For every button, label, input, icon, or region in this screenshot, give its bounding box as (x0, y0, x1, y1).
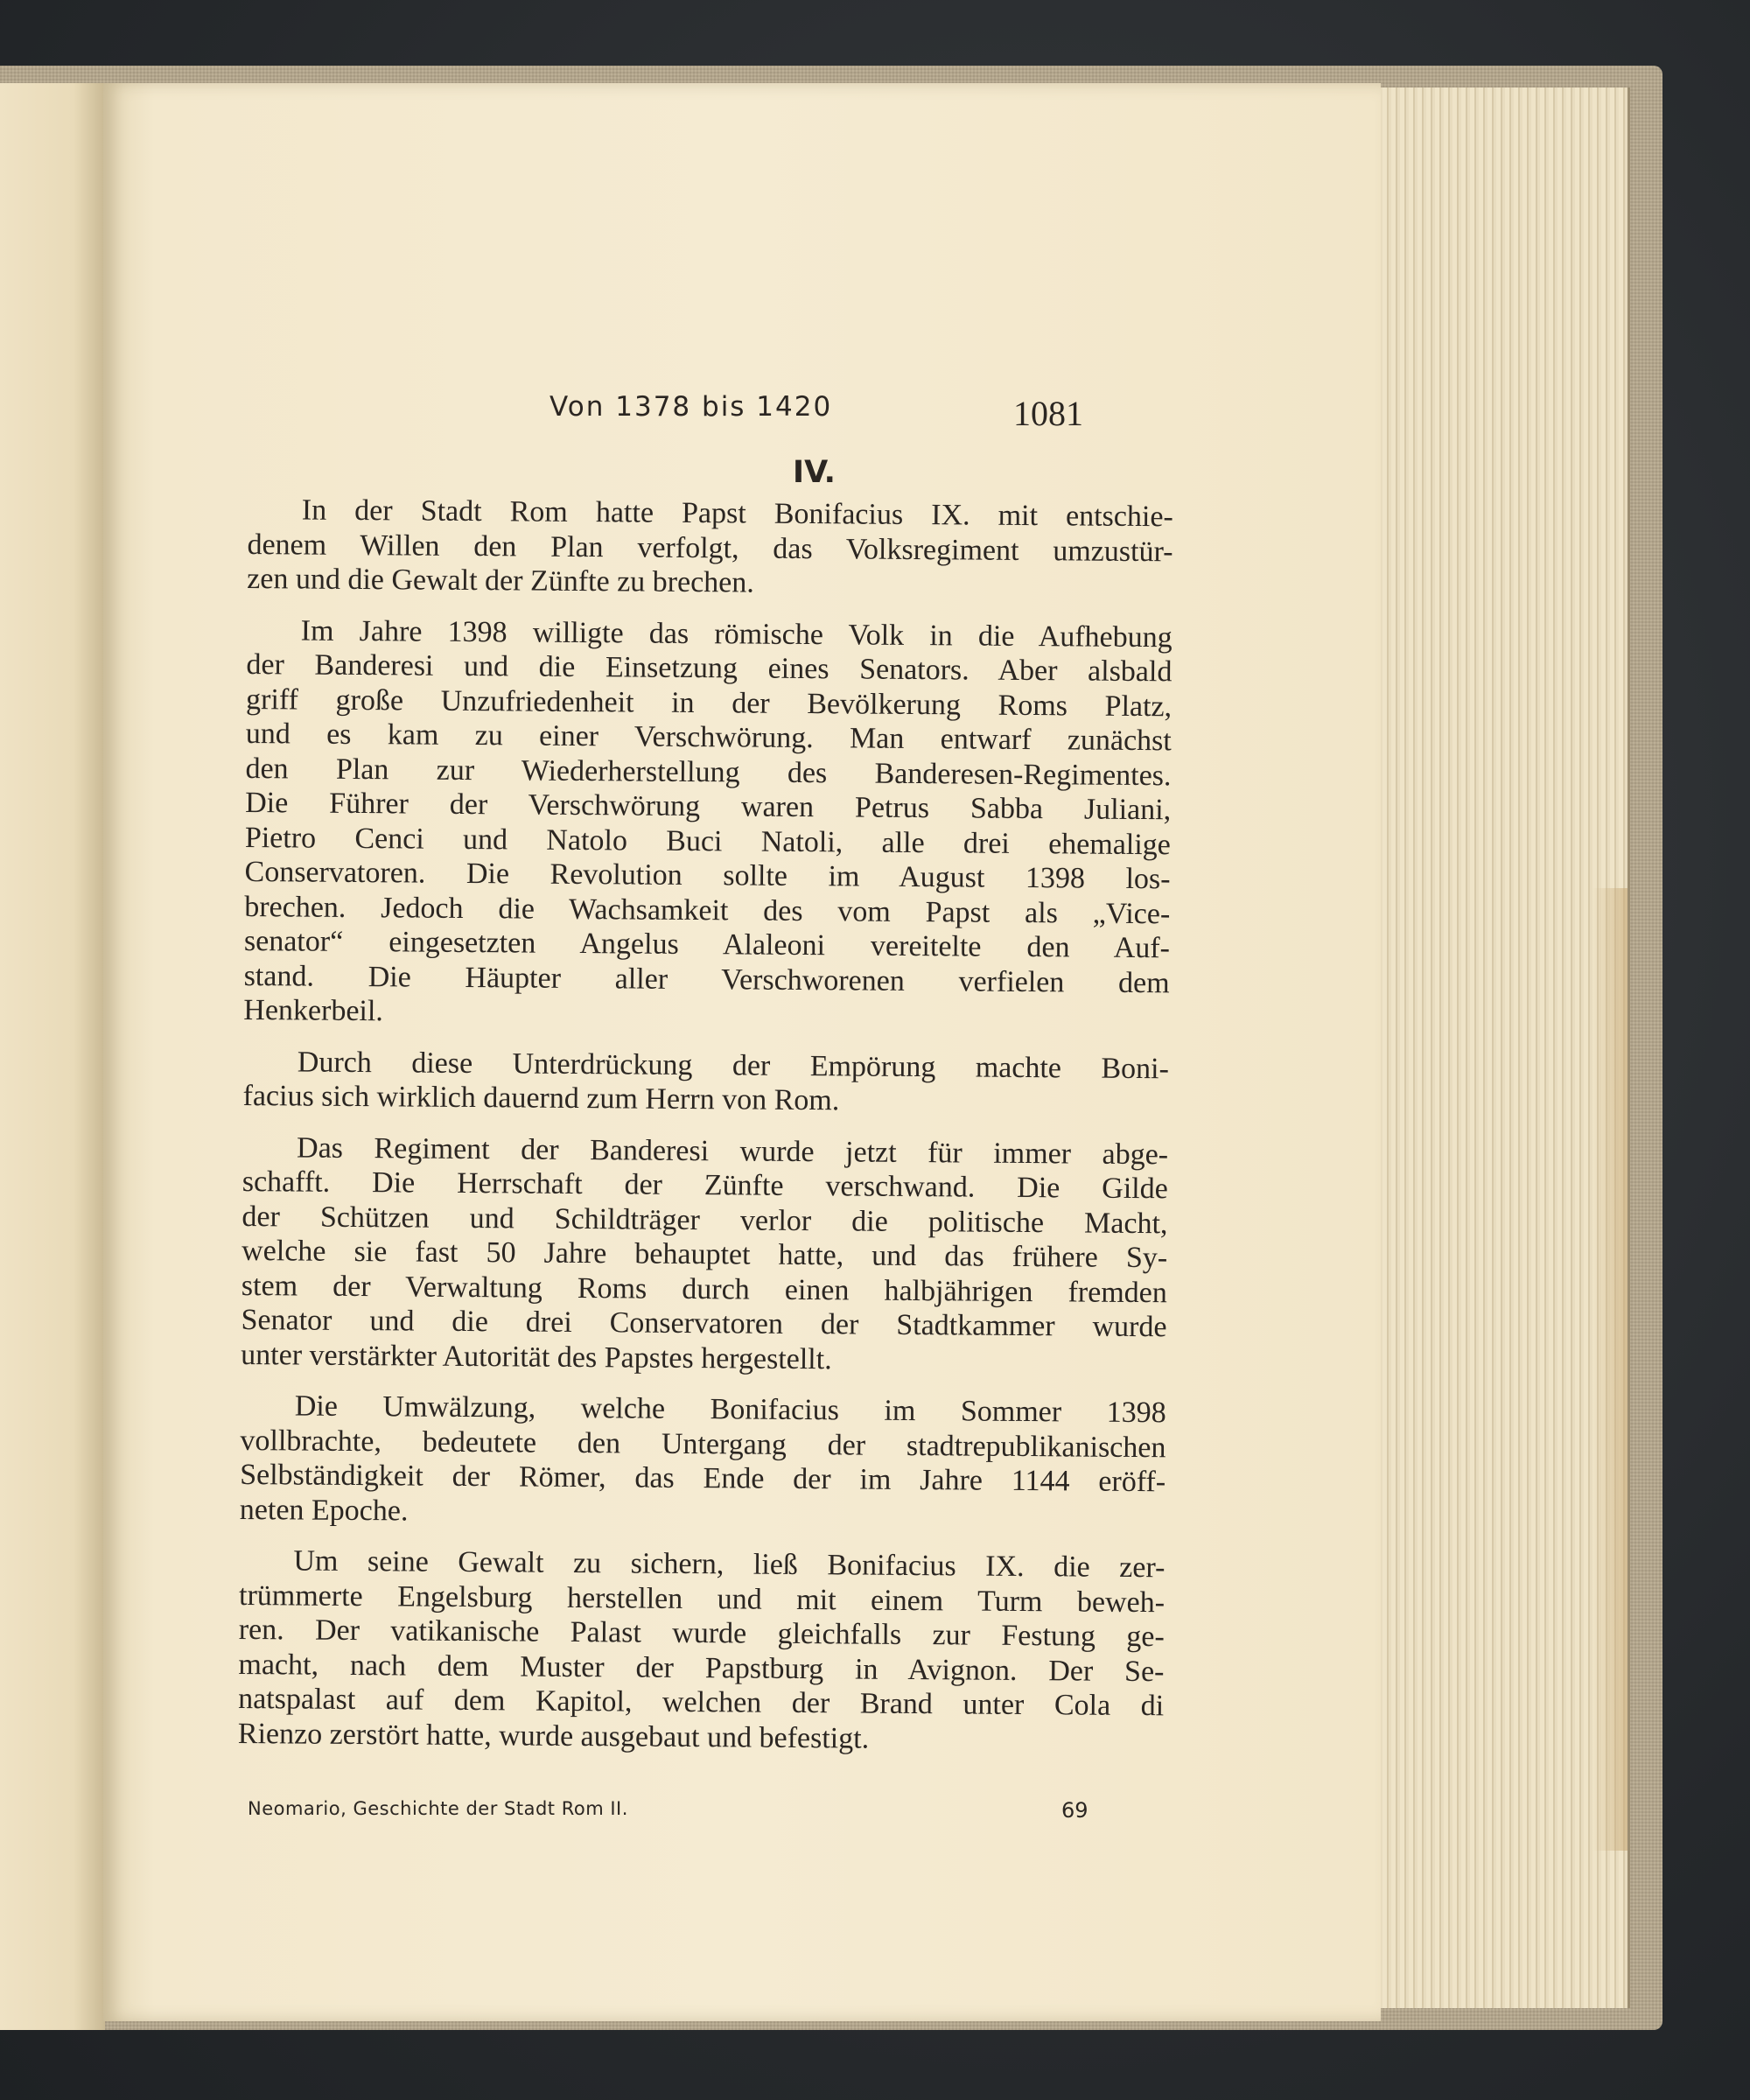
text-line: stem der Verwaltung Roms durch einen halbjährigen fremden (241, 1269, 1167, 1309)
paragraph (240, 1389, 1166, 1534)
page-block-edges (1365, 88, 1630, 2008)
text-line: vollbrachte, bedeutete den Untergang der stadtrepublikanischen (240, 1424, 1166, 1464)
text-line: Die Umwälzung, welche Bonifacius im Sommer 1398 (294, 1390, 1166, 1430)
text-line: Das Regiment der Banderesi wurde jetzt für immer abge- (296, 1130, 1169, 1171)
text-line: Senator und die drei Conservatoren der Stadtkammer wurde (241, 1303, 1167, 1344)
paragraph (241, 1130, 1168, 1379)
book-page (103, 83, 1381, 2021)
text-line: schafft. Die Herrschaft der Zünfte verschwand. Die Gilde (242, 1165, 1168, 1206)
running-title: Von 1378 bis 1420 (550, 391, 833, 423)
text-line: zen und die Gewalt der Zünfte zu brechen. (247, 562, 754, 599)
previous-page-edge (0, 83, 105, 2030)
text-line: Um seine Gewalt zu sichern, ließ Bonifacius IX. die zer- (293, 1544, 1166, 1585)
section-heading: IV. (793, 455, 836, 490)
text-line: senator“ eingesetzten Angelus Alaleoni vereitelte den Auf- (243, 924, 1171, 965)
text-line: brechen. Jedoch die Wachsamkeit des vom Papst als „Vice- (244, 890, 1171, 930)
paragraph (247, 493, 1173, 604)
text-line: trümmerte Engelsburg herstellen und mit einem Turm beweh- (238, 1578, 1166, 1619)
text-line: Pietro Cenci und Natolo Buci Natoli, alle drei ehemalige (244, 821, 1172, 861)
body-text (238, 493, 1173, 1774)
text-line: natspalast auf dem Kapitol, welchen der Brand unter Cola di (238, 1682, 1165, 1723)
page-footer (248, 1798, 1166, 1833)
text-line: macht, nach dem Muster der Papstburg in Avignon. Der Se- (238, 1648, 1165, 1688)
text-line: Die Führer der Verschwörung waren Petrus Sabba Juliani, (245, 786, 1172, 827)
page-number: 1081 (1013, 394, 1083, 433)
text-line: der Schützen und Schildträger verlor die politische Macht, (242, 1200, 1168, 1240)
text-line: unter verstärkter Autorität des Papstes hergestellt. (241, 1338, 832, 1376)
text-line: der Banderesi und die Einsetzung eines Senators. Aber alsbald (246, 648, 1172, 689)
text-line: neten Epoche. (239, 1493, 409, 1527)
paragraph (242, 1044, 1169, 1120)
text-line: Selbständigkeit der Römer, das Ende der im Jahre 1144 eröff- (240, 1458, 1166, 1499)
text-line: Durch diese Unterdrückung der Empörung machte Boni- (297, 1045, 1170, 1085)
text-line: Henkerbeil. (243, 993, 384, 1028)
text-line: und es kam zu einer Verschwörung. Man entwarf zunächst (245, 717, 1172, 758)
text-line: Rienzo zerstört hatte, wurde ausgebaut und befestigt. (237, 1717, 870, 1755)
text-line: facius sich wirklich dauernd zum Herrn von Rom. (242, 1079, 840, 1117)
text-line: welche sie fast 50 Jahre behauptet hatte, und das frühere Sy- (242, 1234, 1168, 1275)
text-line: ren. Der vatikanische Palast wurde gleichfalls zur Festung ge- (238, 1613, 1165, 1654)
paragraph (243, 612, 1172, 1034)
text-line: stand. Die Häupter aller Verschworenen verfielen dem (243, 959, 1170, 999)
text-line: denem Willen den Plan verfolgt, das Volksregiment umzustür- (247, 528, 1173, 568)
printer-signature: Neomario, Geschichte der Stadt Rom II. (248, 1798, 628, 1819)
sheet-number: 69 (1061, 1798, 1088, 1823)
running-head (103, 381, 1381, 433)
text-line: den Plan zur Wiederherstellung des Banderesen-Regimentes. (245, 752, 1172, 792)
text-line: griff große Unzufriedenheit in der Bevölkerung Roms Platz, (246, 682, 1172, 723)
text-line: In der Stadt Rom hatte Papst Bonifacius IX. mit entschie- (301, 494, 1173, 534)
text-line: Conservatoren. Die Revolution sollte im August 1398 los- (244, 855, 1171, 896)
text-line: Im Jahre 1398 willigte das römische Volk in die Aufhebung (300, 613, 1172, 654)
paragraph (238, 1544, 1166, 1758)
